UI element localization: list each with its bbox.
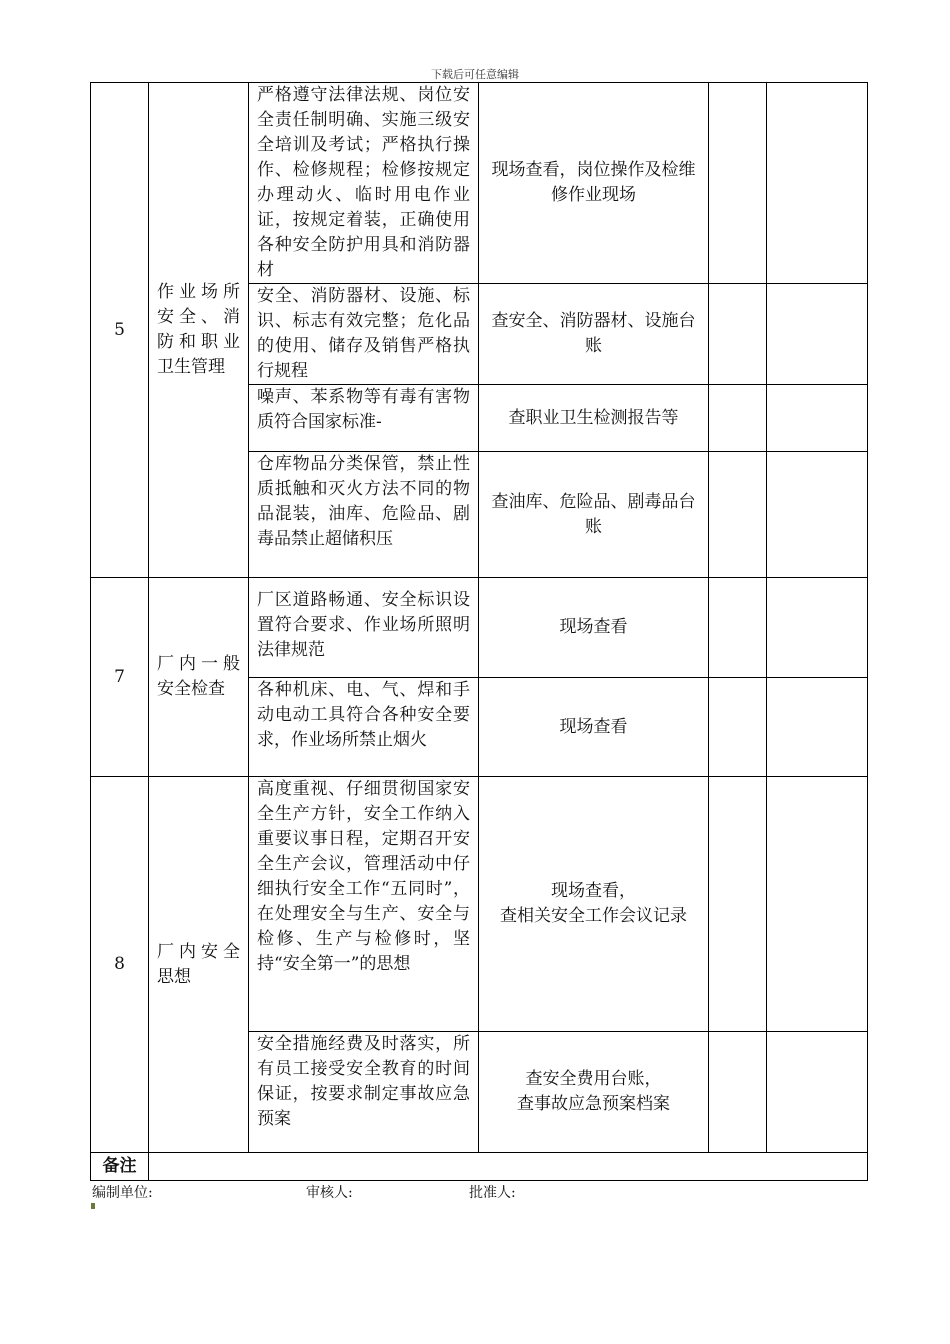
remarks-row [91, 1153, 868, 1181]
inspection-table [90, 82, 868, 1181]
method-cell: 现场查看，岗位操作及检维修作业现场 [479, 83, 709, 284]
method-line: 查事故应急预案档案 [517, 1094, 670, 1114]
note-cell[interactable] [767, 284, 868, 385]
method-line: 查相关安全工作会议记录 [500, 906, 687, 926]
result-cell[interactable] [709, 777, 767, 1032]
item-category: 厂内安全思想 [149, 777, 249, 1153]
result-cell[interactable] [709, 1032, 767, 1153]
result-cell[interactable] [709, 452, 767, 578]
requirement-cell: 噪声、苯系物等有毒有害物质符合国家标准- [249, 385, 479, 452]
result-cell[interactable] [709, 83, 767, 284]
item-category: 作业场所安全、消防和职业卫生管理 [149, 83, 249, 578]
header-note: 下载后可任意编辑 [431, 68, 519, 81]
unit-label: 编制单位: [92, 1185, 153, 1201]
method-cell: 现场查看 [479, 678, 709, 777]
method-line: 查安全费用台账， [525, 1069, 662, 1089]
note-cell[interactable] [767, 385, 868, 452]
result-cell[interactable] [709, 678, 767, 777]
requirement-cell: 各种机床、电、气、焊和手动电动工具符合各种安全要求，作业场所禁止烟火 [249, 678, 479, 777]
method-line: 现场查看， [551, 881, 636, 901]
note-cell[interactable] [767, 578, 868, 678]
item-number: 7 [91, 578, 149, 777]
note-cell[interactable] [767, 1032, 868, 1153]
requirement-cell: 高度重视、仔细贯彻国家安全生产方针，安全工作纳入重要议事日程，定期召开安全生产会议，管理活动中仔细执行安全工作“五同时”，在处理安全与生产、安全与检修、生产与检修时，坚持“安全第一”的思想 [249, 777, 479, 1032]
remarks-cell[interactable] [149, 1153, 868, 1181]
method-cell [479, 1032, 709, 1153]
result-cell[interactable] [709, 385, 767, 452]
requirement-cell: 厂区道路畅通、安全标识设置符合要求、作业场所照明法律规范 [249, 578, 479, 678]
method-cell [479, 777, 709, 1032]
page-marker [91, 1203, 95, 1209]
result-cell[interactable] [709, 284, 767, 385]
note-cell[interactable] [767, 83, 868, 284]
requirement-cell: 仓库物品分类保管，禁止性质抵触和灭火方法不同的物品混装，油库、危险品、剧毒品禁止超储积压 [249, 452, 479, 578]
note-cell[interactable] [767, 452, 868, 578]
approver-label: 批准人: [469, 1185, 516, 1201]
remarks-label: 备注 [91, 1153, 149, 1181]
method-cell: 查职业卫生检测报告等 [479, 385, 709, 452]
note-cell[interactable] [767, 777, 868, 1032]
table-row [91, 578, 868, 678]
result-cell[interactable] [709, 578, 767, 678]
item-number: 8 [91, 777, 149, 1153]
requirement-cell: 严格遵守法律法规、岗位安全责任制明确、实施三级安全培训及考试；严格执行操作、检修规程；检修按规定办理动火、临时用电作业证，按规定着装，正确使用各种安全防护用具和消防器材 [249, 83, 479, 284]
method-cell: 查安全、消防器材、设施台账 [479, 284, 709, 385]
requirement-cell: 安全措施经费及时落实，所有员工接受安全教育的时间保证，按要求制定事故应急预案 [249, 1032, 479, 1153]
method-cell: 查油库、危险品、剧毒品台账 [479, 452, 709, 578]
item-number: 5 [91, 83, 149, 578]
requirement-cell: 安全、消防器材、设施、标识、标志有效完整；危化品的使用、储存及销售严格执行规程 [249, 284, 479, 385]
note-cell[interactable] [767, 678, 868, 777]
item-category: 厂内一般安全检查 [149, 578, 249, 777]
reviewer-label: 审核人: [306, 1185, 353, 1201]
method-cell: 现场查看 [479, 578, 709, 678]
table-row [91, 777, 868, 1032]
table-row [91, 83, 868, 284]
